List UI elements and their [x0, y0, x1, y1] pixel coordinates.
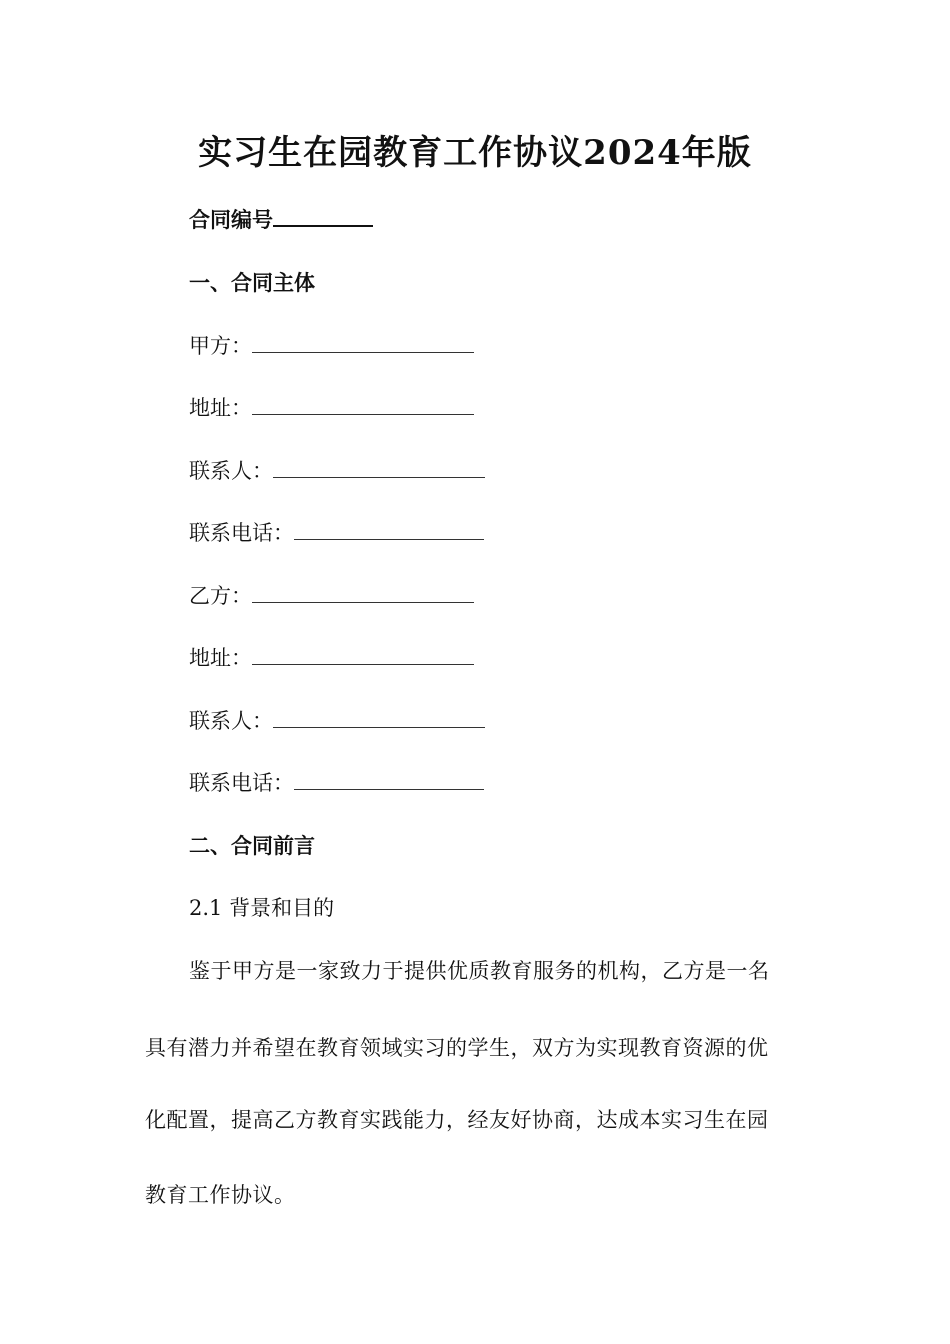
party-a-phone-line: [189, 518, 484, 548]
party-b-contact-line: [189, 706, 485, 736]
contract-number-line: [189, 205, 373, 235]
party-b-label: 乙方：: [189, 584, 252, 608]
paragraph-line-4: 教育工作协议。: [145, 1183, 296, 1207]
party-b-address-line: [189, 643, 474, 673]
party-a-phone-label: 联系电话：: [189, 521, 294, 545]
party-b-contact-blank[interactable]: [273, 709, 485, 728]
party-a-label: 甲方：: [189, 334, 252, 358]
party-b-address-blank[interactable]: [252, 646, 474, 665]
party-b-blank[interactable]: [252, 584, 474, 603]
party-b-address-label: 地址：: [189, 646, 252, 670]
party-a-contact-blank[interactable]: [273, 459, 485, 478]
section-1-heading: 一、合同主体: [189, 270, 315, 295]
party-a-line: [189, 331, 474, 361]
paragraph-line-1: 鉴于甲方是一家致力于提供优质教育服务的机构，乙方是一名: [189, 959, 770, 983]
party-a-contact-line: [189, 456, 485, 486]
paragraph-line-3: 化配置，提高乙方教育实践能力，经友好协商，达成本实习生在园: [145, 1108, 769, 1132]
party-a-blank[interactable]: [252, 334, 474, 353]
party-b-contact-label: 联系人：: [189, 709, 273, 733]
party-b-phone-label: 联系电话：: [189, 771, 294, 795]
party-a-address-blank[interactable]: [252, 396, 474, 415]
party-a-address-line: [189, 393, 474, 423]
paragraph-line-2: 具有潜力并希望在教育领域实习的学生，双方为实现教育资源的优: [145, 1036, 769, 1060]
party-b-phone-line: [189, 768, 484, 798]
contract-number-label: 合同编号: [189, 207, 273, 232]
party-b-line: [189, 581, 474, 611]
contract-number-blank[interactable]: [273, 205, 373, 227]
party-a-phone-blank[interactable]: [294, 521, 484, 540]
section-2-heading: 二、合同前言: [189, 833, 315, 858]
party-a-contact-label: 联系人：: [189, 459, 273, 483]
party-a-address-label: 地址：: [189, 396, 252, 420]
party-b-phone-blank[interactable]: [294, 771, 484, 790]
subsection-2-1-heading: 2.1 背景和目的: [189, 896, 335, 920]
document-title: 实习生在园教育工作协议2024年版: [198, 133, 752, 173]
